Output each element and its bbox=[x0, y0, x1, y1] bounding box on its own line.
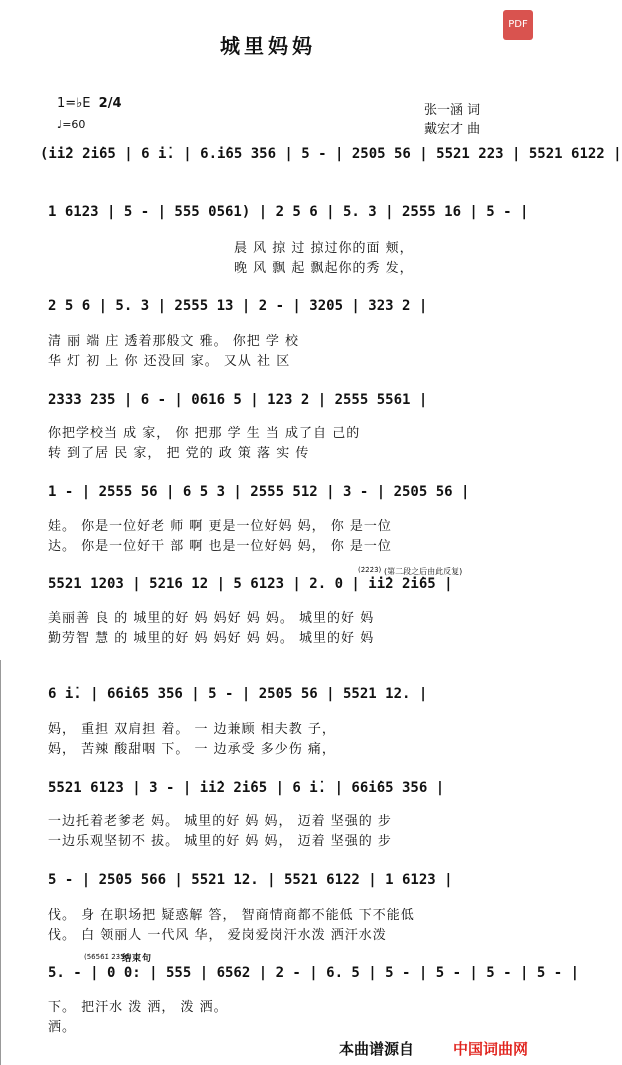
footer-site-link[interactable]: 中国词曲网 bbox=[452, 1040, 528, 1058]
pdf-icon[interactable]: PDF bbox=[503, 10, 533, 40]
page-divider bbox=[0, 660, 1, 1065]
notation-line-2: 1 6123 | 5 - | 555 0561) | 2 5 6 | 5. 3 | 2555 16 | 5 - | bbox=[48, 204, 529, 220]
song-title: 城里妈妈 bbox=[220, 34, 316, 58]
lyric-line-6a: 妈， 重担 双肩担 着。 一 边兼顾 相夫教 子， bbox=[48, 722, 336, 737]
lyric-line-1b: 晚 风 飘 起 飘起你的秀 发， bbox=[234, 261, 414, 276]
lyric-line-5a: 美丽善 良 的 城里的好 妈 妈好 妈 妈。 城里的好 妈 bbox=[48, 611, 375, 626]
key-signature: 1=♭E 2/4 bbox=[57, 96, 122, 111]
lyric-line-9a: 下。 把汗水 泼 洒， 泼 洒。 bbox=[48, 1000, 228, 1015]
notation-line-10: 5. - | 0 0: | 555 | 6562 | 2 - | 6. 5 | 5 - | 5 - | 5 - | 5 - | bbox=[48, 965, 580, 981]
lyric-line-9b: 洒。 bbox=[48, 1020, 77, 1035]
tiny-label-2: (5̇6̇5̇6̇1̇ 2̇3̇5̇6̇) bbox=[84, 953, 132, 961]
notation-line-7: 6 i̇. | 66i̇65 356 | 5 - | 2505 56 | 5521 12. | bbox=[48, 686, 428, 702]
ending-label: 结束句 bbox=[122, 954, 153, 964]
time-signature: 2/4 bbox=[98, 96, 122, 111]
notation-line-3: 2 5 6 | 5. 3 | 2555 13 | 2 - | 3205 | 323 2 | bbox=[48, 298, 428, 314]
lyric-line-5b: 勤劳智 慧 的 城里的好 妈 妈好 妈 妈。 城里的好 妈 bbox=[48, 631, 375, 646]
tiny-label-1: (2̇2̇2̇3̇) bbox=[358, 566, 382, 574]
notation-line-6: 5521 1203 | 5216 12 | 5 6123 | 2. 0 | i̇i̇2 2̇i̇65 | bbox=[48, 576, 453, 592]
repeat-note: (第二段之后由此反复) bbox=[384, 567, 463, 576]
lyricist: 张一涵 词 bbox=[424, 103, 481, 118]
lyric-line-8b: 伐。 白 领丽人 一代风 华， 爱岗爱岗汗水泼 洒汗水泼 bbox=[48, 928, 387, 943]
lyric-line-4b: 达。 你是一位好干 部 啊 也是一位好妈 妈， 你 是一位 bbox=[48, 539, 392, 554]
footer-source-text: 本曲谱源自 bbox=[338, 1040, 414, 1058]
lyric-line-2b: 华 灯 初 上 你 还没回 家。 又从 社 区 bbox=[48, 354, 291, 369]
notation-line-1: (i̇i̇2 2̇i̇65 | 6 i̇. | 6.i̇65 356 | 5 - | 2505 56 | 5521 223 | 5521 6122 | bbox=[40, 146, 622, 162]
lyric-line-6b: 妈， 苦辣 酸甜咽 下。 一 边承受 多少伤 痛， bbox=[48, 742, 336, 757]
lyric-line-7b: 一边乐观坚韧不 拔。 城里的好 妈 妈， 迈着 坚强的 步 bbox=[48, 834, 392, 849]
lyric-line-3b: 转 到了居 民 家， 把 党的 政 策 落 实 传 bbox=[48, 446, 310, 461]
lyric-line-3a: 你把学校当 成 家， 你 把那 学 生 当 成了自 己的 bbox=[48, 426, 361, 441]
notation-line-8: 5521 6123 | 3 - | i̇i̇2 2̇i̇65 | 6 i̇. | 66i̇65 356 | bbox=[48, 780, 445, 796]
notation-line-9: 5 - | 2505 566 | 5521 12. | 5521 6122 | 1 6123 | bbox=[48, 872, 453, 888]
lyric-line-7a: 一边托着老爹老 妈。 城里的好 妈 妈， 迈着 坚强的 步 bbox=[48, 814, 392, 829]
tempo: ♩=60 bbox=[57, 118, 86, 131]
notation-line-4: 2333 235 | 6 - | 0616 5 | 123 2 | 2555 5561 | bbox=[48, 392, 428, 408]
notation-line-5: 1 - | 2555 56 | 6 5 3 | 2555 512 | 3 - | 2505 56 | bbox=[48, 484, 470, 500]
lyric-line-2a: 清 丽 端 庄 透着那般文 雅。 你把 学 校 bbox=[48, 334, 300, 349]
composer: 戴宏才 曲 bbox=[424, 122, 481, 137]
lyric-line-8a: 伐。 身 在职场把 疑惑解 答， 智商情商都不能低 下不能低 bbox=[48, 908, 415, 923]
lyric-line-1a: 晨 风 掠 过 掠过你的面 颊， bbox=[234, 241, 414, 256]
lyric-line-4a: 娃。 你是一位好老 师 啊 更是一位好妈 妈， 你 是一位 bbox=[48, 519, 392, 534]
